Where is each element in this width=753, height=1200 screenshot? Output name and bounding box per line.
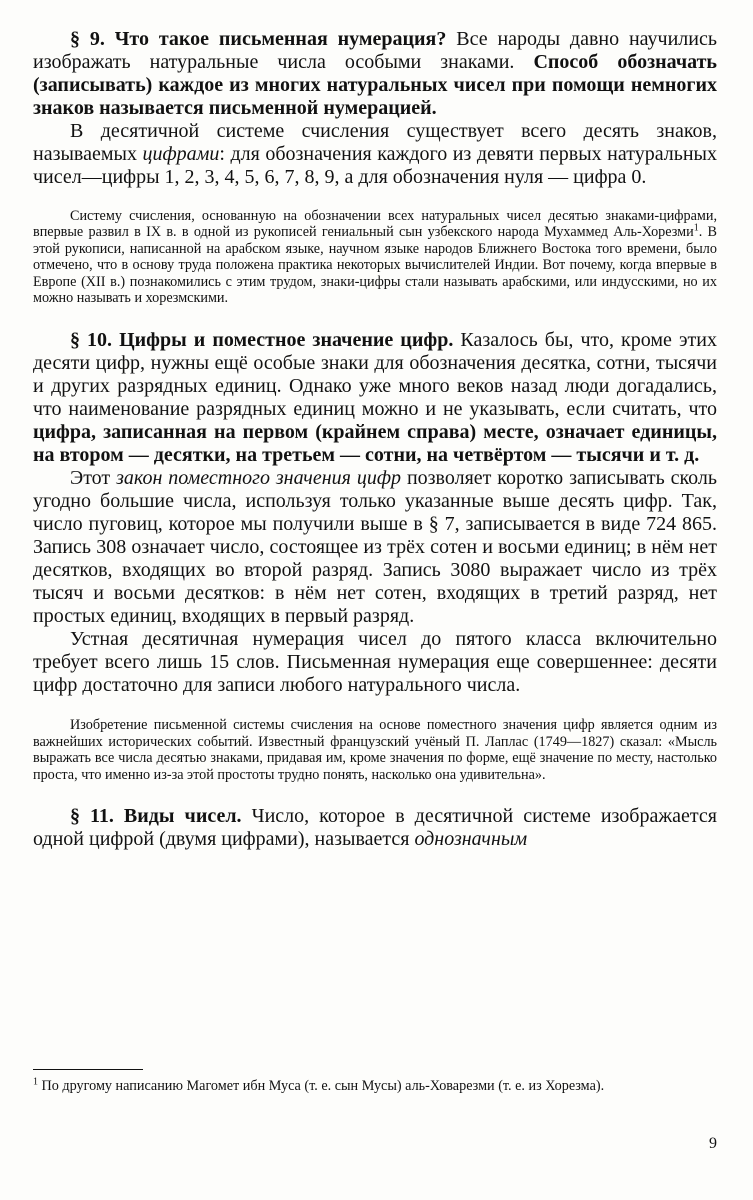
numeration-definition: Способ обозначать (записывать) каждое из многих натуральных чисел при помощи немногих знаков называется письменной нумерацией. [33, 51, 717, 119]
section-11-heading: § 11. Виды чисел. [70, 805, 242, 828]
section-9-para-1: § 9. Что такое письменная нумерация? Все народы давно научились изображать натуральные числа особыми знаками. Способ обозначать (записывать) каждое из многих натуральных чисел при помощи немногих знаков называется письменной нумерацией. [33, 28, 717, 119]
footnote-divider [33, 1069, 143, 1070]
page-body [33, 28, 717, 851]
place-value-rule: цифра, записанная на первом (крайнем справа) месте, означает единицы, на втором — десятки, на третьем — сотни, на четвёртом — тысячи и т. д. [33, 421, 717, 467]
section-10-heading: § 10. Цифры и поместное значение цифр. [70, 329, 454, 352]
section-9-heading: § 9. Что такое письменная нумерация? [70, 28, 447, 50]
footnote: $^1$ По другому написанию Магомет ибн Муса (т. е. сын Мусы) аль-Ховарезми (т. е. из Хорезма). [33, 1076, 605, 1094]
section-11-para-1: § 11. Виды чисел. Число, которое в десятичной системе изображается одной цифрой (двумя цифрами), называется однозначным [33, 805, 717, 851]
section-10-small-note: Изобретение письменной системы счисления на основе поместного значения цифр является одним из важнейших исторических событий. Известный французский учёный П. Лаплас (1749—1827) сказал: «Мысль выражать все числа десятью знаками, придавая им, кроме значения по форме, ещё значение по месту, настолько проста, что именно из-за этой простоты трудно понять, насколько она удивительна». [33, 717, 717, 783]
section-9-small-note: Систему счисления, основанную на обозначении всех натуральных чисел десятью знаками-цифрами, впервые развил в IX в. в одной из рукописей гениальный сын узбекского народа Мухаммед Аль-Хорезми$^1$. В этой рукописи, написанной на арабском языке, научном языке народов Ближнего Востока того времени, было отмечено, что в основу труда положена практика некоторых вычислителей Индии. Вот почему, когда впервые в Европе (XII в.) познакомились с этим трудом, знаки-цифры стали называть арабскими, или индусскими, но их можно называть и хорезмскими. [33, 208, 717, 307]
section-9-para-2: В десятичной системе счисления существует всего десять знаков, называемых цифрами: для обозначения каждого из девяти первых натуральных чисел—цифры 1, 2, 3, 4, 5, 6, 7, 8, 9, а для обозначения нуля — цифра 0. [33, 120, 717, 188]
footnote-ref: 1 [693, 222, 699, 234]
page-number: 9 [709, 1135, 717, 1152]
section-10-para-2: Этот закон поместного значения цифр позволяет коротко записывать сколь угодно большие числа, используя только указанные выше десять цифр. Так, число пуговиц, которое мы получили выше в § 7, записывается в виде 724 865. Запись 308 означает число, состоящее из трёх сотен и восьми единиц; в нём нет десятков, входящих во второй разряд. Запись 3080 выражает число из трёх тысяч и восьми десятков: в нём нет сотен, входящих в третий разряд, нет простых единиц, входящих в первый разряд. [33, 467, 718, 628]
section-10-para-3: Устная десятичная нумерация чисел до пятого класса включительно требует всего лишь 15 слов. Письменная нумерация еще совершеннее: десяти цифр достаточно для записи любого натурального числа. [33, 628, 717, 697]
section-10-para-1: § 10. Цифры и поместное значение цифр. Казалось бы, что, кроме этих десяти цифр, нужны ещё особые знаки для обозначения десятка, сотни, тысячи и других разрядных единиц. Однако уже много веков назад люди догадались, что наименование разрядных единиц можно и не указывать, если считать, что цифра, записанная на первом (крайнем справа) месте, означает единицы, на втором — десятки, на третьем — сотни, на четвёртом — тысячи и т. д. [33, 329, 718, 467]
